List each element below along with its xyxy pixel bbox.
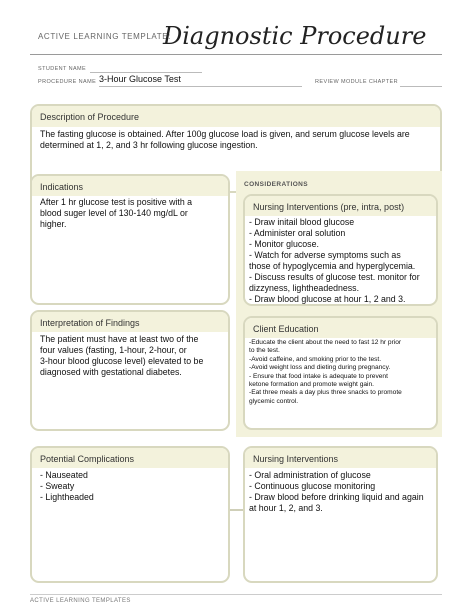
indications-title: Indications [32,176,228,196]
considerations-label: CONSIDERATIONS [244,181,308,188]
connector-line [230,509,244,511]
template-prefix: ACTIVE LEARNING TEMPLATE: [38,32,171,41]
indications-body: After 1 hr glucose test is positive with a blood suger level of 130-140 mg/dL or higher. [40,197,193,229]
page-title: Diagnostic Procedure [163,22,427,50]
procedure-name-field[interactable]: 3-Hour Glucose Test [99,74,302,87]
review-module-label: REVIEW MODULE CHAPTER [315,79,398,85]
potential-complications-body: - Nauseated - Sweaty - Lightheaded [40,470,94,502]
footer-text: ACTIVE LEARNING TEMPLATES [30,598,131,604]
student-name-field[interactable] [90,62,202,73]
nursing-interventions-body: - Oral administration of glucose - Continuous glucose monitoring - Draw blood before drinking liquid and again at hour 1, 2, and 3. [249,470,424,513]
review-module-field[interactable] [400,74,442,87]
nursing-interventions-title: Nursing Interventions [245,448,436,468]
nursing-pre-intra-post-title: Nursing Interventions (pre, intra, post) [245,196,436,216]
procedure-name-label: PROCEDURE NAME [38,79,97,85]
client-education-body: -Educate the client about the need to fast 12 hr prior to the test. -Avoid caffeine, and smoking prior to the test. -Avoid weight loss and dieting during pregnancy. - Ensure that food intake is adequate to prevent ketone formation and promote weight gain. -Eat three meals a day plus three snacks to promote glycemic control. [249,339,402,405]
description-body: The fasting glucose is obtained. After 100g glucose load is given, and serum glucose levels are determined at 1, 2, and 3 hr following glucose ingestion. [40,129,410,150]
client-education-title: Client Education [245,318,436,338]
potential-complications-title: Potential Complications [32,448,228,468]
interpretation-title: Interpretation of Findings [32,312,228,332]
footer-rule [30,594,442,595]
header-rule [30,54,442,55]
description-title: Description of Procedure [32,106,440,127]
interpretation-body: The patient must have at least two of the four values (fasting, 1-hour, 2-hour, or 3-hour blood glucose level) elevated to be diagnosed with gestational diabetes. [40,334,204,377]
student-name-label: STUDENT NAME [38,66,87,72]
nursing-pre-intra-post-body: - Draw initail blood glucose - Administer oral solution - Monitor glucose. - Watch for adverse symptoms such as those of hypoglycemia and hyperglycemia. - Discuss results of glucose test. monitor for dizzyness, lightheadedness. - Draw blood glucose at hour 1, 2 and 3. [249,217,420,304]
